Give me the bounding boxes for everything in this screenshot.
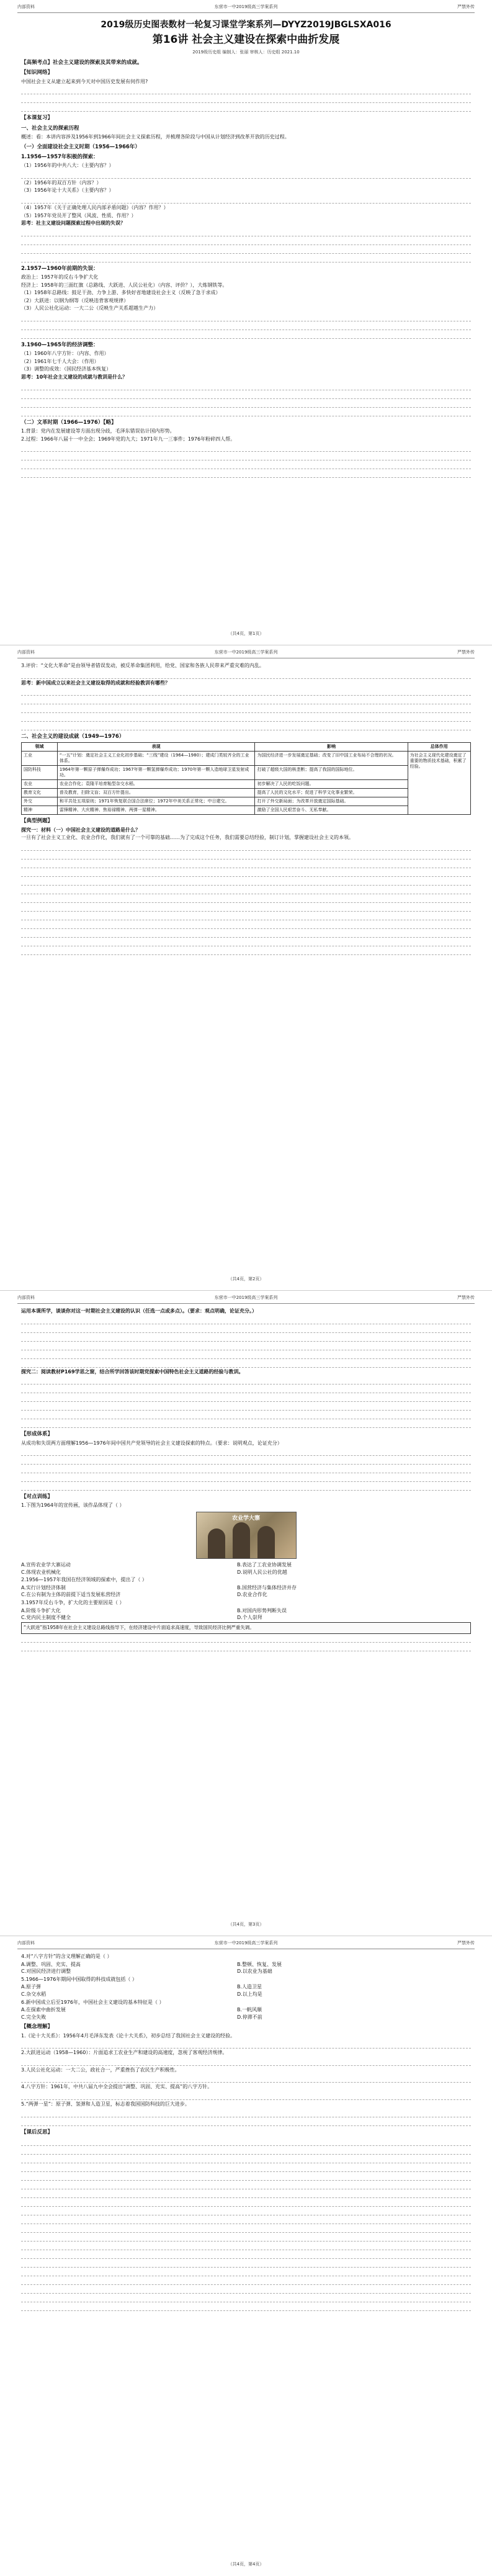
system-heading: 【形成体系】 [21,1431,53,1438]
answer-line[interactable] [21,2155,471,2163]
option[interactable]: B.国营经济与集体经济并存 [237,1584,297,1591]
table-row [22,779,471,788]
knowledge-network: 【知识网络】 [21,70,53,76]
answer-line[interactable] [21,1643,471,1651]
test-question: 2.1956—1957年我国在经济领域的探索中，提出了（ ） [21,1577,147,1583]
propaganda-poster-image [196,1512,297,1559]
options [21,1607,471,1622]
table-cell: 雷锋精神、大庆精神、焦裕禄精神、两弹一星精神。 [57,806,255,815]
page-header [17,1295,475,1304]
section-2-heading: （二）文革时期（1966—1976）【略】 [21,419,117,426]
answer-line[interactable] [21,912,471,920]
answer-line[interactable] [21,2294,471,2302]
options [21,1584,471,1599]
page-3 [0,1291,492,1936]
table-row [22,789,471,797]
think-question: 思考：社主义建设问题探索过程中出现的失误？ [21,220,125,227]
answer-line[interactable] [21,894,471,903]
list-item: 2.大跃进运动（1958—1960）：片面追求工农业生产和建设的高速度，忽视了客观经济规律。 [21,2050,228,2056]
header-center: 东营市一中2019级高三学案系列 [214,1941,278,1945]
list-item: 经济上：1958年的三面红旗（总路线、大跃进、人民公社化）（内容、评价？），大炼钢铁等。 [21,282,228,288]
answer-line[interactable] [21,938,471,946]
answer-line[interactable] [21,321,471,330]
answer-line[interactable] [21,696,471,704]
option[interactable]: C.对国民经济进行调整 [21,1968,71,1975]
answer-line[interactable] [21,1333,471,1342]
page-content [21,662,471,955]
answer-line[interactable] [21,2250,471,2259]
answer-line[interactable] [21,877,471,886]
answer-line[interactable] [21,2040,471,2049]
list-item: （4）1957年《关于正确处理人民内部矛盾问题》（内容？作用？） [21,204,169,210]
answer-line[interactable] [21,2259,471,2268]
figure-shape [233,1522,250,1558]
option[interactable]: B.整顿、恢复、发展 [237,1961,282,1967]
option[interactable]: D.个人崇拜 [237,1615,262,1621]
meta-line: 2019级历史组 编制人：张丽 审核人：历史组 2021.10 [192,49,300,55]
table-cell: 激励了全国人民艰苦奋斗、无私奉献。 [255,806,408,815]
summary-heading: 【概念理解】 [21,2024,53,2031]
answer-line[interactable] [21,687,471,696]
answer-line[interactable] [21,254,471,263]
answer-line[interactable] [21,2057,471,2066]
answer-line[interactable] [21,1465,471,1473]
column-header: 表现 [57,742,255,751]
list-item: （3）调整的成效：（国民经济基本恢复） [21,366,112,372]
answer-line[interactable] [21,2163,471,2172]
option[interactable]: A.宣传农业学大寨运动 [21,1562,71,1568]
option[interactable]: A.阶级斗争扩大化 [21,1607,61,1613]
answer-line[interactable] [21,443,471,452]
answer-line[interactable] [21,399,471,408]
table-cell: 和平共处五项原则；1971年恢复联合国合法席位；1972年中美关系正常化；中日建交。 [57,797,255,806]
answer-line[interactable] [21,313,471,321]
option[interactable]: B.表达了工农业协调发展 [237,1562,292,1568]
series-title: 2019级历史图表数材一轮复习课堂学案系列—DYYZ2019JBGLSXA016 [101,20,391,30]
answer-line[interactable] [21,2242,471,2250]
header-left: 内部资料 [17,4,35,9]
page-1 [0,0,492,645]
option[interactable]: C.完全失败 [21,2014,47,2020]
answer-line[interactable] [21,1419,471,1428]
options [21,1561,471,1576]
answer-line[interactable] [21,903,471,912]
answer-line[interactable] [21,1359,471,1368]
page-content [21,16,471,478]
answer-line[interactable] [21,330,471,339]
answer-line[interactable] [21,2233,471,2242]
answer-line[interactable] [21,2215,471,2224]
answer-line[interactable] [21,1482,471,1491]
achievements-table [21,742,471,815]
list-item: （2）大跃进：以钢为纲等（反映违背客观规律） [21,297,129,303]
review-heading: 【本课复习】 [21,115,53,122]
lead-text: 3.评价：“文化大革命”是由领导者错误发动，被反革命集团利用，给党、国家和各族人民带来严重灾难的内乱。 [21,663,264,668]
table-cell: 农业合作化；袁隆平培育籼型杂交水稻。 [57,779,255,788]
header-right: 严禁外传 [457,1941,475,1945]
answer-line[interactable] [21,2285,471,2294]
header-center: 东营市一中2019级高三学案系列 [214,650,278,655]
page-header [17,649,475,658]
options [21,1983,471,1998]
header-right: 严禁外传 [457,1295,475,1300]
list-item: （1）1956年的中共八大：（主要内容？） [21,163,114,169]
list-item: （5）1957年党员开了整风（风波、性质、作用？） [21,212,136,218]
page-footer: （共4页，第3页） [228,1922,264,1927]
option[interactable]: D.以上均是 [237,1991,262,1997]
stage-2: 2.1957—1960年前期的失误： [21,265,99,272]
answer-line[interactable] [21,228,471,236]
answer-line[interactable] [21,1447,471,1456]
answer-line[interactable] [21,946,471,955]
table-cell: 打破了超级大国的核垄断；提高了我国的国际地位。 [255,765,408,779]
answer-line[interactable] [21,1411,471,1419]
page-2 [0,645,492,1291]
option[interactable]: C.体现农业机械化 [21,1569,61,1575]
answer-line[interactable] [21,2146,471,2155]
answer-line[interactable] [21,1393,471,1402]
page-content [21,1952,471,2311]
answer-line[interactable] [21,195,471,204]
option[interactable]: A.调整、巩固、充实、提高 [21,1961,81,1967]
answer-line[interactable] [21,1634,471,1643]
table-row [22,806,471,815]
header-center: 东营市一中2019级高三学案系列 [214,1295,278,1300]
answer-line[interactable] [21,2268,471,2276]
core-question: 中国社会主义从建立起来到今天对中国历史发展有何作用? [21,78,148,84]
option[interactable]: C.杂交水稻 [21,1991,47,1997]
answer-line[interactable] [21,86,471,94]
answer-line[interactable] [21,2181,471,2189]
list-item: 2.过程：1966年八届十一中全会；1969年党的九大；1971年九一三事件；1976年粉碎四人帮。 [21,436,236,442]
option[interactable]: B.一帆风顺 [237,2007,262,2013]
answer-line[interactable] [21,408,471,416]
list-item: （3）人民公社化运动：一大二公（反映生产关系超越生产力） [21,305,159,312]
answer-line[interactable] [21,2117,471,2126]
section-1-sub: （一）全面建设社会主义时期（1956—1966年） [21,143,140,150]
answer-line[interactable] [21,2074,471,2083]
list-item: 5.“两弹一星”：原子弹、氢弹和人造卫星，标志着我国国防科技的巨大进步。 [21,2101,190,2107]
section-1-note: 概述：看：本讲内容涉及1956年到1966年间社会主义探索历程，并梳理各阶段与中国从计划经济到改革开放的历史过程。 [21,133,290,140]
table-cell: 1964年第一颗原子弹爆炸成功；1967年第一颗氢弹爆炸成功；1970年第一颗人造地球卫星发射成功。 [57,765,255,779]
option[interactable]: D.农业合作化 [237,1592,267,1598]
option[interactable]: C.在公有制为主体的前提下适当发展私营经济 [21,1592,121,1598]
options [21,1961,471,1975]
table-cell: 精神 [22,806,58,815]
case-material: 一旦有了社会主义工业化、农业合作化，我们就有了一个可靠的基础……为了完成这个任务，我们需要总结经验，制订计划，掌握建设社会主义的本领。 [21,835,354,841]
header-center: 东营市一中2019级高三学案系列 [214,4,278,9]
table-cell: “一五”计划：奠定社会主义工业化初步基础；“三线”建设（1964—1980）；建成门类较齐全的工业体系。 [57,751,255,765]
test-question: 3.1957年反右斗争，扩大化的主要原因是（ ） [21,1599,125,1605]
table-cell: 初步解决了人民的吃饭问题。 [255,779,408,788]
answer-line[interactable] [21,929,471,938]
table-cell: 打开了外交新局面；为改革开放奠定国际基础。 [255,797,408,806]
option[interactable]: B.对国内形势判断失误 [237,1607,287,1613]
answer-line[interactable] [21,1316,471,1324]
answer-line[interactable] [21,1402,471,1411]
answer-line[interactable] [21,704,471,713]
answer-line[interactable] [21,236,471,245]
answer-line[interactable] [21,920,471,929]
answer-line[interactable] [21,1473,471,1482]
table-row [22,751,471,765]
answer-line[interactable] [21,1324,471,1333]
answer-line[interactable] [21,1350,471,1359]
answer-line[interactable] [21,1384,471,1393]
test-question: 6.新中国成立后至1976年，中国社会主义建设的基本特征是（ ） [21,1999,164,2005]
answer-line[interactable] [21,460,471,469]
answer-line[interactable] [21,390,471,399]
page-footer: （共4页，第4页） [228,2562,264,2567]
answer-line[interactable] [21,469,471,478]
table-row [22,765,471,779]
test-question: 5.1966—1976年期间中国取得的科技成就包括（ ） [21,1976,137,1982]
option[interactable]: B.人造卫星 [237,1984,262,1990]
table-cell: 农业 [22,779,58,788]
answer-line[interactable] [21,1342,471,1350]
answer-line[interactable] [21,2224,471,2233]
poster-caption: 农业学大寨 [231,1515,260,1522]
header-left: 内部资料 [17,1941,35,1945]
page-content [21,1307,471,1651]
table-cell: 为国民经济进一步发展奠定基础；改变了旧中国工业布局不合理的状况。 [255,751,408,765]
lesson-title: 第16讲 社会主义建设在探索中曲折发展 [152,34,340,47]
list-item: （3）1956年论十大关系》（主要内容？） [21,187,114,194]
answer-line[interactable] [21,2172,471,2181]
system-text: 从成功和失误两方面理解1956—1976年间中国共产党领导的社会主义建设探索的特点。（要求：说明观点，论证充分） [21,1440,282,1446]
table-cell: 工业 [22,751,58,765]
page-header [17,1940,475,1949]
answer-line[interactable] [21,382,471,390]
case-question: 探究一：材料（一）中国社会主义建设的道路是什么？ [21,827,140,833]
list-item: 1.《论十大关系》：1956年4月毛泽东发表《论十大关系》，初步总结了我国社会主义建设的经验。 [21,2032,236,2039]
test-question: 1.下图为1964年的宣传画，该作品体现了（ ） [21,1502,125,1509]
option[interactable]: A.实行计划经济体制 [21,1584,66,1591]
table-header-row [22,742,471,751]
answer-line[interactable] [21,842,471,851]
answer-line[interactable] [21,2302,471,2311]
list-item: （1）1958年总路线：鼓足干劲、力争上游、多快好省地建设社会主义（反映了急于求成） [21,290,221,296]
column-header: 领域 [22,742,58,751]
page-4 [0,1936,492,2576]
total-effect-cell: 为社会主义现代化建设奠定了重要的物质技术基础，积累了经验。 [408,751,470,815]
list-item: （2）1956年的双百方针（内容？） [21,179,102,186]
page-footer: （共4页，第1页） [228,631,264,636]
table-cell: 教育文化 [22,789,58,797]
figure-shape [257,1526,275,1558]
answer-line[interactable] [21,1456,471,1465]
goal: 【高频考点】社会主义建设的探索及其带来的成就。 [21,60,143,66]
answer-line[interactable] [21,452,471,460]
table-cell: 外交 [22,797,58,806]
option[interactable]: A.在探索中曲折发展 [21,2007,66,2013]
answer-line[interactable] [21,2276,471,2285]
answer-line[interactable] [21,713,471,722]
answer-line[interactable] [21,2198,471,2207]
test-question: 4.对“八字方针”的含义理解正确的是（ ） [21,1954,112,1959]
cases-heading: 【典型例题】 [21,818,53,825]
answer-line[interactable] [21,670,471,679]
header-right: 严禁外传 [457,4,475,9]
answer-line[interactable] [21,245,471,254]
header-right: 严禁外传 [457,650,475,655]
list-item: （1）1960年八字方针：（内容、作用） [21,351,109,357]
figure-shape [208,1528,225,1558]
question: 探究二：阅读教材P169学思之窗，结合所学回答该时期党探索中国特色社会主义道路的经验与教训。 [21,1368,244,1375]
question: 运用本课所学，谈谈你对这一时期社会主义建设的认识（任选一点或多点）。（要求：观点明确，论证充分。） [21,1308,257,1314]
option[interactable]: D.停滞不前 [237,2014,262,2020]
answer-line[interactable] [21,103,471,112]
answer-line[interactable] [21,886,471,894]
header-left: 内部资料 [17,650,35,655]
header-left: 内部资料 [17,1295,35,1300]
answer-line[interactable] [21,2137,471,2146]
table-row [22,797,471,806]
stage-3: 3.1960—1965年的经济调整： [21,341,99,348]
table-cell: 普及教育，扫除文盲；双百方针提出。 [57,789,255,797]
list-item: 政治上：1957年的反右斗争扩大化 [21,274,99,280]
answer-line[interactable] [21,2109,471,2117]
answer-line[interactable] [21,2189,471,2198]
option[interactable]: D.说明人民公社的优越 [237,1569,287,1575]
section-1-heading: 一、社会主义的探索历程 [21,125,79,132]
table-cell: 提高了人民的文化水平；促进了科学文化事业繁荣。 [255,789,408,797]
note-box: “大跃进”指1958年在社会主义建设总路线指导下，在经济建设中片面追求高速度，导致国民经济比例严重失调。 [21,1622,471,1634]
reflect-heading: 【课后反思】 [21,2129,53,2135]
answer-line[interactable] [21,1376,471,1384]
page-header [17,4,475,13]
answer-line[interactable] [21,2207,471,2215]
answer-line[interactable] [21,170,471,179]
list-item: 1.背景：党内在发展建设等方面出现分歧，毛泽东错误估计国内形势。 [21,428,175,434]
test-heading: 【对点训练】 [21,1494,53,1501]
think-question: 思考：新中国成立以来社会主义建设取得的成就和经验教训有哪些？ [21,680,170,686]
answer-line[interactable] [21,2091,471,2100]
think-question: 思考：10年社会主义建设的成就与教训是什么？ [21,374,128,380]
stage-1: 1.1956—1957年积极的探索： [21,153,99,160]
list-item: 4.八字方针：1961年，中共八届九中全会提出“调整、巩固、充实、提高”的八字方针。 [21,2084,213,2090]
answer-line[interactable] [21,851,471,859]
option[interactable]: D.以农业为基础 [237,1968,272,1975]
section-3-heading: 二、社会主义的建设成就（1949—1976） [21,734,125,740]
list-item: 3.人民公社化运动：一大二公，政社合一，严重挫伤了农民生产积极性。 [21,2067,180,2073]
answer-line[interactable] [21,868,471,877]
page-footer: （共4页，第2页） [228,1277,264,1281]
list-item: （2）1961年七千人大会：（作用） [21,358,99,364]
option[interactable]: A.原子弹 [21,1984,41,1990]
options [21,2006,471,2021]
option[interactable]: C.党内民主制度不健全 [21,1615,71,1621]
answer-line[interactable] [21,94,471,103]
column-header: 影响 [255,742,408,751]
answer-line[interactable] [21,859,471,868]
column-header: 总体作用 [408,742,470,751]
answer-line[interactable] [21,722,471,730]
table-cell: 国防科技 [22,765,58,779]
